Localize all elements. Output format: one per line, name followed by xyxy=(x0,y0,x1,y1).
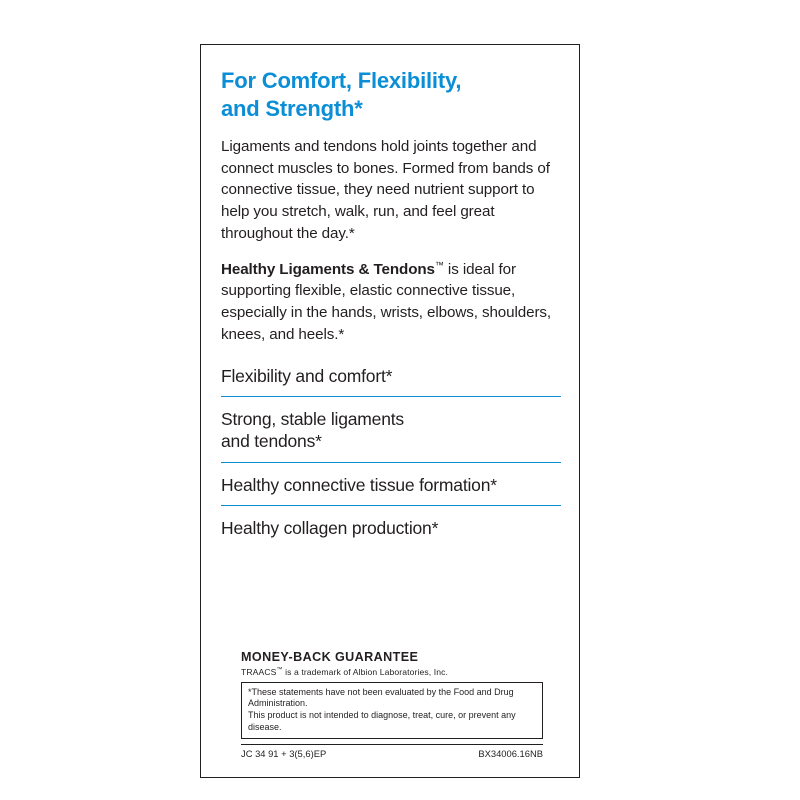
code-right: BX34006.16NB xyxy=(478,748,543,759)
money-back-guarantee: MONEY-BACK GUARANTEE xyxy=(241,649,419,664)
trademark-note-pre: TRAACS xyxy=(241,666,277,677)
list-item xyxy=(221,407,561,462)
list-item xyxy=(221,516,561,549)
benefit-line-1: Healthy connective tissue formation* xyxy=(221,474,497,495)
benefit-line-1: Strong, stable ligaments xyxy=(221,409,404,430)
trademark-note xyxy=(241,667,543,677)
headline-line-1: For Comfort, Flexibility, xyxy=(221,68,462,93)
page-title xyxy=(221,67,561,122)
product-paragraph xyxy=(221,259,561,346)
benefit-list xyxy=(221,364,561,549)
label-footer xyxy=(241,650,543,760)
trademark-icon: ™ xyxy=(276,666,283,673)
headline-line-2: and Strength* xyxy=(221,95,363,121)
product-paragraph-rest: is ideal for supporting flexible, elastic connective tissue, especially in the hands, wrists, elbows, shoulders, knees, and heels.* xyxy=(221,260,552,343)
code-row xyxy=(241,744,543,759)
fda-disclaimer-line-2: This product is not intended to diagnose, treat, cure, or prevent any disease. xyxy=(248,710,516,733)
label-panel xyxy=(200,44,580,778)
list-item xyxy=(221,364,561,398)
trademark-icon: ™ xyxy=(434,259,444,270)
benefit-line-1: Healthy collagen production* xyxy=(221,518,439,539)
benefit-line-2: and tendons* xyxy=(221,430,322,451)
fda-disclaimer xyxy=(241,682,543,740)
trademark-note-post: is a trademark of Albion Laboratories, Inc. xyxy=(282,666,448,677)
code-left: JC 34 91 + 3(5,6)EP xyxy=(241,748,327,759)
fda-disclaimer-line-1: *These statements have not been evaluated by the Food and Drug Administration. xyxy=(248,686,514,709)
intro-paragraph: Ligaments and tendons hold joints together and connect muscles to bones. Formed from bands of connective tissue, they need nutrient support to help you stretch, walk, run, and feel great throughout the day.* xyxy=(221,138,550,242)
benefit-line-1: Flexibility and comfort* xyxy=(221,365,393,386)
list-item xyxy=(221,473,561,507)
label-content xyxy=(221,67,561,767)
product-name: Healthy Ligaments & Tendons xyxy=(221,260,435,278)
